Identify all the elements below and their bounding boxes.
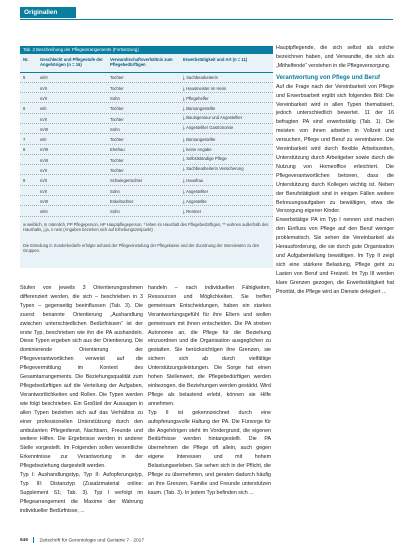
table-row xyxy=(20,84,273,93)
table-cell: j, Angestellter Gastronomie xyxy=(183,125,234,130)
table-2 xyxy=(20,46,273,268)
text-column-left xyxy=(20,284,143,530)
table-cell: m/II xyxy=(40,168,47,174)
table-cell: Tochter xyxy=(110,168,124,174)
table-row xyxy=(20,126,273,135)
page-footer xyxy=(20,537,144,543)
table-cell: Sohn xyxy=(110,95,120,101)
table-row xyxy=(20,95,273,104)
table-note: w weiblich, m männlich, PP Pflegeperson, HP Hauptpflegeperson, * leben im Haushalt des Pflegebedürftigen, ** wohnen außerhalb des Haushalts, j ja, n nein (Angaben beziehen sich auf Erhebungszeitpunkt) xyxy=(23,222,269,232)
table-row xyxy=(20,198,273,207)
table-cell: Tochter xyxy=(110,75,124,81)
table-row xyxy=(20,208,273,217)
table-row xyxy=(20,105,273,114)
table-cell: Tochter xyxy=(110,116,124,122)
footer-divider xyxy=(33,537,34,543)
table-row xyxy=(20,115,273,124)
table-cell: m/II xyxy=(40,85,47,91)
table-cell: Schwiegertochter xyxy=(110,178,143,184)
table-row xyxy=(20,156,273,165)
table-cell: w/III xyxy=(40,209,48,215)
table-cell: m/III xyxy=(40,147,49,153)
journal-name: Zeitschrift für Gerontologie und Geriatrie 7 · 2017 xyxy=(39,538,145,544)
page-number: 646 xyxy=(20,538,29,544)
table-cell: m/II xyxy=(40,178,47,184)
table-cell: j, Selbstständige Pflege xyxy=(183,155,227,161)
column-header-employment: Erwerbstätigkeit und Art (n = 11) xyxy=(183,57,248,62)
table-cell: 7 xyxy=(23,137,26,143)
table-cell: 6 xyxy=(23,106,26,112)
table-cell: j, keine Angabe xyxy=(183,147,212,153)
table-cell: m/III xyxy=(40,157,49,163)
table-cell: j, Pflegehelfer xyxy=(183,95,209,101)
table-cell: j, Sachbearbeiterin xyxy=(183,75,218,81)
table-cell: j, Hausfrau xyxy=(183,178,204,184)
paragraph: Typ I: Aushandlungstyp, Typ II: Aufopferungstyp, Typ III: Distanztyp (Zusatzmaterial online: Supplement S1; Tab. 3). Typ I verfolgt im Pflegearrangement die Maxime der Wahrung individueller Bedürfnisse, ... xyxy=(20,472,143,514)
table-row xyxy=(20,146,273,155)
header-rule xyxy=(20,19,393,20)
table-cell: j, Angestellter xyxy=(183,188,209,194)
text-column-right xyxy=(276,44,394,530)
table-cell: 8 xyxy=(23,147,26,153)
section-tag: Originalien xyxy=(20,7,76,18)
column-header-sex: Geschlecht und Pflegestufe der Angehörigen (n = 16) xyxy=(40,57,103,67)
paragraph: Stufen von jeweils 3 Orientierungsrahmen differenziert werden, die sich – beschrieben in 3 Typen – gegenseitig beeinflussen (Tab. 3). Die zuerst benannte Orientierung „Aushandlung zwischen unterschiedlichen Bedürfnissen“ ist der erste Typ, beschrieben wie ihn die PA aushandeln. Diese Typen ergeben sich aus der Orientierung. Die dominierende Orientierung der Pflegeverantwortlichen verweist auf die Pflegevermittlung im Kontext des Gesamtarrangements. Die Beziehungsqualität zum Pflegebedürftigen auf die Verteilung der Aufgaben, Verantwortlichkeiten und Rollen. Die Typen werden wie folgt beschrieben. Ein Großteil der Aussagen in allen Typen beziehen sich auf das Verhältnis zu einer professionellen Unterstützung durch den ambulanten Pflegedienst, Nachbarn, Freunde und weitere Hilfen. Die Ergebnisse werden in anderer Stelle vorgestellt. Im Folgenden sollen wesentliche Erkenntnisse zur Verantwortung in der Pflegebeziehung dargestellt werden. xyxy=(20,285,143,470)
table-cell: m/II xyxy=(40,116,47,122)
table-row xyxy=(20,167,273,176)
table-cell: j, Bauingenieur und Angestellter xyxy=(183,114,243,120)
section-heading: Verantwortung von Pflege und Beruf xyxy=(276,74,381,81)
column-header-nr: Nr. xyxy=(23,57,29,62)
table-cell: j, Büroangestellte xyxy=(183,106,216,112)
table-cell: Enkeltochter xyxy=(110,198,134,204)
text-column-middle xyxy=(148,284,271,530)
table-cell: m/III xyxy=(40,126,49,132)
paragraph: Typ II ist gekennzeichnet durch eine aufopferungsvolle Haltung der PA. Die Fürsorge für die Angehörigen steht im Vordergrund, die eigenen Bedürfnisse werden hintangestellt. Die PA übernehmen die Pflege oft allein, auch gegen eigene Interessen und mit hohem Belastungserleben. Sie sehen sich in der Pflicht, die Pflege zu übernehmen, und geraten dadurch häufig an ihre Grenzen, Familie und Freunde unterstützen kaum. (Tab. 3). In jedem Typ befinden sich ... xyxy=(148,409,271,496)
table-row xyxy=(20,74,273,83)
paragraph: Hauptpflegende, die sich selbst als solche bezeichnen haben, und Verwandte, die sich als „Mithelfende“ verstehen in die Pflegeversorgung. xyxy=(276,45,394,69)
table-note: Die Einteilung in Sonderbedarfe erfolgte anhand der Pflegeeinstufung der Pflegekasse und der Zuordnung der Interviewten zu den Gruppen. xyxy=(23,243,260,253)
table-cell: j, Rentner xyxy=(183,209,202,215)
table-cell: w/II xyxy=(40,106,47,112)
table-cell: 5 xyxy=(23,75,26,81)
paragraph: Auf die Frage nach der Vereinbarkeit von Pflege und Erwerbsarbeit ergibt sich folgendes Bild: Die Vereinbarkeit wird in allen Typen thematisiert, jedoch unterschiedlich bewertet. 11 der 16 befragten PA sind erwerbstätig (Tab. 1). Die meisten von ihnen arbeiten in Vollzeit und versuchen, Pflege und Beruf zu vereinbaren. Die Vereinbarkeit wird durch flexible Arbeitszeiten, Unterstützung durch Arbeitgeber sowie durch die Nutzung von Homeoffice erleichtert. Die Pflegeverantwortlichen betonen, dass die Unterstützung durch Kollegen wichtig ist. Neben der Berufstätigkeit sind in einigen Fällen weitere Betreuungsaufgaben zu bewältigen, etwa die Versorgung eigener Kinder. xyxy=(276,83,394,215)
table-cell: j, Hausmeister im Heim xyxy=(183,85,227,91)
table-cell: m/II xyxy=(40,188,47,194)
table-cell: 9 xyxy=(23,178,26,184)
table-cell: j, Angestellte xyxy=(183,198,207,204)
table-cell: j, Sachbearbeiterin Versicherung xyxy=(183,166,244,172)
table-cell: Sohn xyxy=(110,188,120,194)
table-header xyxy=(20,55,273,73)
table-cell: Sohn xyxy=(110,126,120,132)
table-cell: w/II xyxy=(40,137,47,143)
column-header-relation: Verwandtschaftsverhältnis zum Pflegebedürftigen xyxy=(110,57,173,67)
table-cell: Tochter xyxy=(110,157,124,163)
table-cell: m/II xyxy=(40,95,47,101)
table-row xyxy=(20,187,273,196)
table-cell: Tochter xyxy=(110,106,124,112)
table-cell: Sohn xyxy=(110,209,120,215)
table-cell: Tochter xyxy=(110,137,124,143)
table-cell: w/III xyxy=(40,75,48,81)
table-cell: Ehefrau xyxy=(110,147,125,153)
table-cell: j, Büroangestellte xyxy=(183,137,216,143)
table-cell: Tochter xyxy=(110,85,124,91)
table-title: Tab. 2 Beschreibung der Pflegearrangements (Fortsetzung) xyxy=(20,46,273,54)
paragraph: Erwerbstätige PA im Typ I nennen und machen den Einfluss von Pflege auf den Beruf weniger problematisch. Sie sehen die Vereinbarkeit als Herausforderung, die sie durch gute Organisation und Aufgabenteilung bewältigen. Im Typ II zeigt sich eine stärkere Belastung, Pflege geht zu Lasten von Beruf und Freizeit. Im Typ III werden klare Grenzen gezogen, die Erwerbstätigkeit hat Priorität, die Pflege wird an Dienste delegiert ... xyxy=(276,217,394,295)
table-row xyxy=(20,177,273,186)
table-row xyxy=(20,136,273,145)
table-cell: m/III xyxy=(40,198,49,204)
paragraph: handeln – nach individuellen Fähigkeiten, Ressourcen und Möglichkeiten. Sie treffen gemeinsam Entscheidungen, haben ein starkes Verantwortungsgefühl für ihre Eltern und wollen gemeinsam mit ihnen entscheiden. Die PA streben Autonomie an, die Pflege für die Beziehung einzuordnen und die Organisation ausgeglichen zu gestalten. Sie berücksichtigen ihre Grenzen, sie sichern sich ab durch vielfältige Unterstützungsleistungen. Die Sorge hat einen hohen Stellenwert, die Pflegebedürftigen werden einbezogen, die Beziehungen werden gestärkt. Wird Pflege als belastend erlebt, können sie Hilfe annehmen. xyxy=(148,285,271,407)
